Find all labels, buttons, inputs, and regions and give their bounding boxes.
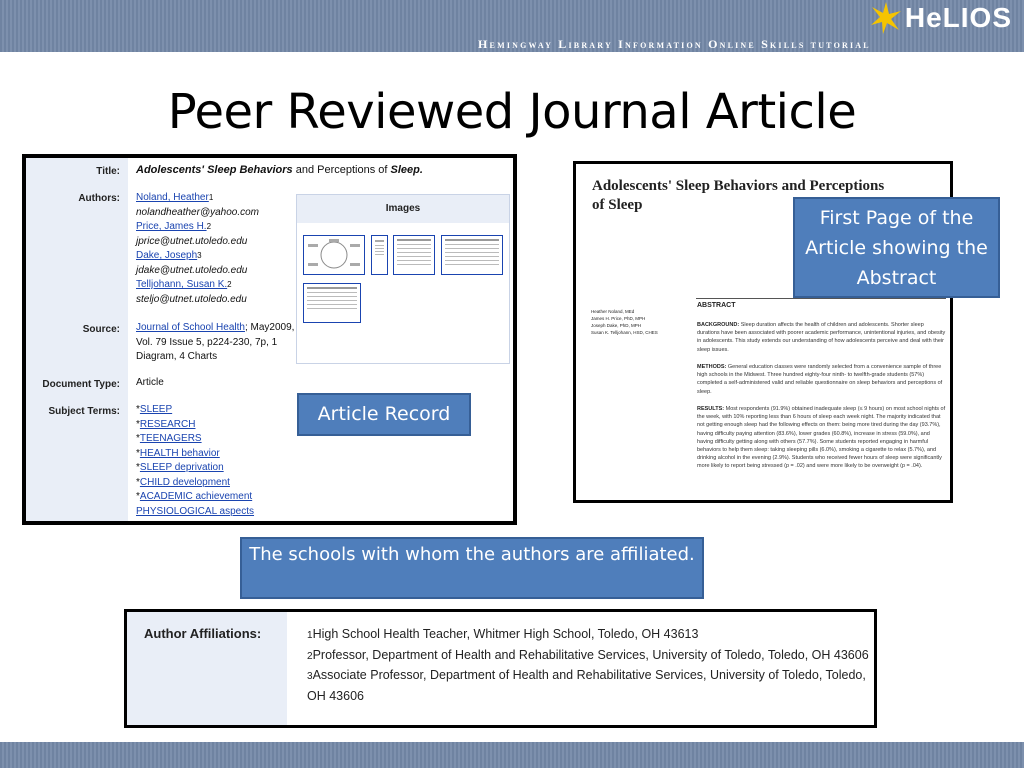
subject-link[interactable]: SLEEP xyxy=(139,404,173,415)
subject-item: *RESEARCH xyxy=(136,418,196,430)
author-entry xyxy=(136,191,259,206)
abstract-heading: ABSTRACT xyxy=(697,302,736,309)
title-part-3: Sleep. xyxy=(390,164,423,176)
abstract-rule xyxy=(696,298,946,299)
subject-item: *ACADEMIC achievement xyxy=(136,491,253,502)
title-part-2: and Perceptions of xyxy=(292,164,391,176)
author-affil-num: 2 xyxy=(206,222,212,231)
affiliations-list xyxy=(307,625,877,706)
first-page-callout: First Page of the Article showing the Abstract xyxy=(793,197,1000,298)
author-email: nolandheather@yahoo.com xyxy=(136,206,260,218)
results-text: Most respondents (91.9%) obtained inadequate sleep (≤ 9 hours) on most school nights of the week, with 10% reporting less than 6 hours of sleep each week night. The majority indicated that not getting enough sleep had the following effects on them: being more tired during the day (93.7%), having difficulty paying attention (83.6%), lower grades (60.8%), increase in stress (59.0%), and having difficulty getting along with others (57.7%). Some students reported engaging in harmful behaviors to help them sleep: taking sleeping pills (6.0%), smoking a cigarette to relax (5.7%), and drinking alcohol in the evening (2.9%). Students who received fewer hours of sleep were significantly more likely to report being stressed (p = .02) and were more likely to be overweight (p = .04). xyxy=(697,406,946,470)
affiliation-num: 3 xyxy=(307,671,313,682)
first-page-authors xyxy=(591,308,691,336)
author-link[interactable]: Dake, Joseph xyxy=(136,250,198,261)
abstract-results xyxy=(697,405,947,471)
title-value xyxy=(136,163,423,178)
affiliations-label: Author Affiliations: xyxy=(144,626,262,641)
header-band xyxy=(0,0,1024,52)
image-thumbnail[interactable] xyxy=(441,235,503,275)
images-heading: Images xyxy=(297,195,509,223)
subject-link[interactable]: CHILD development xyxy=(139,476,230,488)
methods-heading: METHODS: xyxy=(697,364,727,370)
sun-star-icon xyxy=(869,1,903,35)
subject-item: *TEENAGERS xyxy=(136,433,202,444)
subject-link[interactable]: SLEEP deprivation xyxy=(139,462,224,473)
background-heading: BACKGROUND: xyxy=(697,322,740,328)
subject-link[interactable]: PHYSIOLOGICAL aspects xyxy=(136,505,255,517)
subjects-list xyxy=(136,403,254,519)
logo-text: HeLIOS xyxy=(904,2,1012,33)
author-entry xyxy=(136,249,259,264)
fp-author: Heather Noland, MEd xyxy=(591,309,635,314)
affiliation-text: Professor, Department of Health and Rehabilitative Services, University of Toledo, Toledo, OH 43606 xyxy=(312,647,869,662)
author-affil-num: 3 xyxy=(197,251,202,260)
affiliation-text: Associate Professor, Department of Health and Rehabilitative Services, University of Toledo, Toledo, OH 43606 xyxy=(307,668,866,703)
schools-callout: The schools with whom the authors are affiliated. xyxy=(240,537,704,599)
header-tagline: Hemingway Library Information Online Skills tutorial xyxy=(478,37,871,51)
image-thumbnail[interactable] xyxy=(393,235,435,275)
author-link[interactable]: Telljohann, Susan K. xyxy=(136,279,228,290)
source-date: ; May2009, xyxy=(244,322,295,333)
title-label: Title: xyxy=(96,166,120,177)
source-figures: Diagram, 4 Charts xyxy=(136,351,218,362)
images-box xyxy=(296,194,510,364)
image-thumbnail[interactable] xyxy=(303,235,365,275)
subject-item: *SLEEP xyxy=(136,404,173,415)
record-label-column xyxy=(26,158,128,521)
subject-item: *HEALTH behavior xyxy=(136,447,220,459)
footer-band xyxy=(0,742,1024,768)
author-email: jdake@utnet.utoledo.edu xyxy=(136,264,248,276)
author-email: steljo@utnet.utoledo.edu xyxy=(136,293,247,305)
journal-link[interactable]: Journal of School Health xyxy=(136,322,245,333)
abstract-methods xyxy=(697,363,947,396)
subject-item: *CHILD development xyxy=(136,476,230,488)
subject-link[interactable]: HEALTH behavior xyxy=(139,447,220,459)
author-email: jprice@utnet.utoledo.edu xyxy=(136,235,248,247)
fp-author: Susan K. Telljohann, HSD, CHES xyxy=(591,330,658,335)
author-affil-num: 2 xyxy=(227,280,232,289)
slide-title: Peer Reviewed Journal Article xyxy=(167,84,857,140)
source-label: Source: xyxy=(82,324,120,335)
subject-link[interactable]: ACADEMIC achievement xyxy=(139,491,253,502)
subject-item xyxy=(136,505,254,520)
source-value xyxy=(136,321,294,365)
background-text: Sleep duration affects the health of children and adolescents. Shorter sleep durations have been associated with poorer academic performance, unintentional injuries, and obesity in adolescents. This study extends our understanding of how adolescents perceive and deal with their sleep issues. xyxy=(697,322,946,353)
affiliation-num: 1 xyxy=(307,630,313,641)
subject-link[interactable]: TEENAGERS xyxy=(139,433,202,444)
image-thumbnail[interactable] xyxy=(371,235,388,275)
authors-list xyxy=(136,191,259,307)
authors-label: Authors: xyxy=(78,193,120,204)
fp-author: Joseph Dake, PhD, MPH xyxy=(591,323,642,328)
image-thumbnail[interactable] xyxy=(303,283,361,323)
subject-item: *SLEEP deprivation xyxy=(136,462,224,473)
doctype-value: Article xyxy=(136,377,164,388)
article-record-panel xyxy=(22,154,517,525)
helios-logo xyxy=(869,2,1012,34)
affiliation-text: High School Health Teacher, Whitmer High School, Toledo, OH 43613 xyxy=(312,627,699,641)
affiliation-item xyxy=(307,666,877,706)
author-entry xyxy=(136,278,259,293)
abstract-background xyxy=(697,321,947,354)
subjects-label: Subject Terms: xyxy=(48,406,120,417)
author-link[interactable]: Price, James H. xyxy=(136,221,207,232)
affiliation-item xyxy=(307,625,877,646)
author-affil-num: 1 xyxy=(208,193,214,202)
doctype-label: Document Type: xyxy=(42,379,120,390)
results-heading: RESULTS: xyxy=(697,406,725,412)
author-entry xyxy=(136,220,259,235)
subject-link[interactable]: RESEARCH xyxy=(139,418,196,430)
author-link[interactable]: Noland, Heather xyxy=(136,192,209,203)
first-page-title: Adolescents' Sleep Behaviors and Perceptions of Sleep xyxy=(592,178,885,213)
author-affiliations-panel xyxy=(124,609,877,728)
title-part-1: Adolescents' Sleep Behaviors xyxy=(136,164,293,176)
fp-author: James H. Price, PhD, MPH xyxy=(591,316,646,321)
affiliation-num: 2 xyxy=(307,650,313,662)
article-record-callout: Article Record xyxy=(297,393,471,436)
affiliation-item xyxy=(307,646,877,667)
source-volume: Vol. 79 Issue 5, p224-230, 7p, 1 xyxy=(136,336,278,348)
methods-text: General education classes were randomly selected from a convenience sample of three high schools in the Midwest. Three hundred eighty-four ninth- to twelfth-grade students (57%) completed a self-administered valid and reliable questionnaire on sleep behaviors and perceptions of sleep. xyxy=(697,364,943,395)
